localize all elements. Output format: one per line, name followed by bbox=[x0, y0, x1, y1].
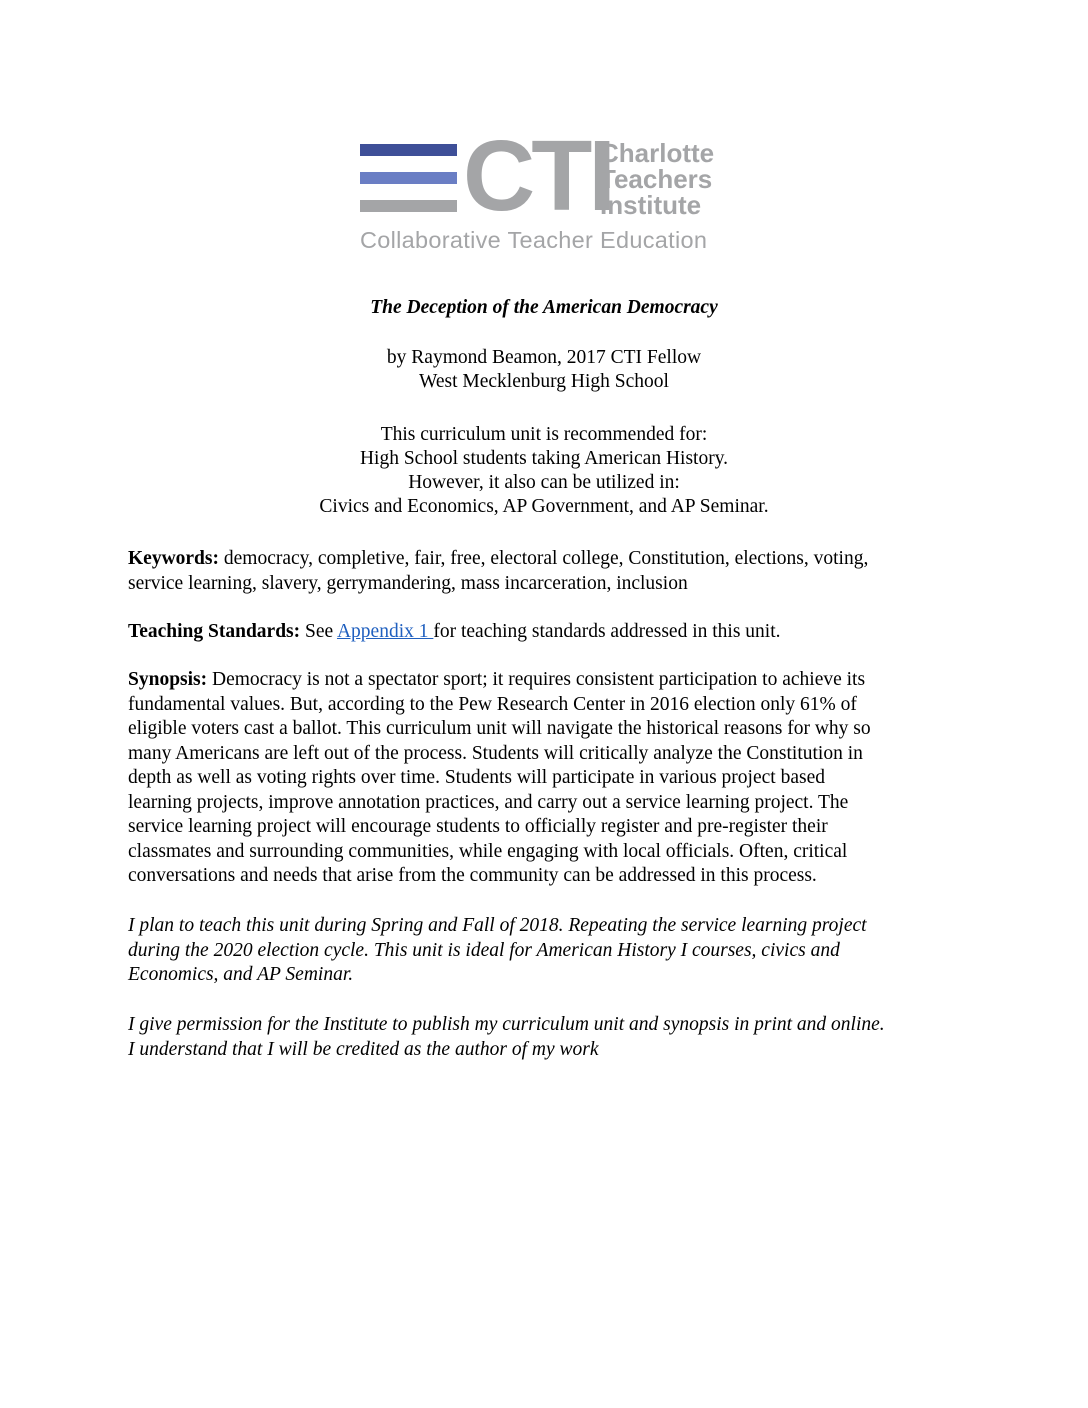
keywords-text: democracy, completive, fair, free, electoral college, Constitution, elections, voting, bbox=[219, 548, 869, 569]
synopsis-line: depth as well as voting rights over time. Students will participate in various project based bbox=[128, 767, 825, 788]
keywords-label: Keywords: bbox=[128, 548, 219, 569]
permission-line: I understand that I will be credited as the author of my work bbox=[128, 1038, 599, 1060]
plan-line: Economics, and AP Seminar. bbox=[128, 964, 354, 985]
logo-bar-gray bbox=[360, 200, 457, 212]
appendix-1-link[interactable]: Appendix 1 bbox=[336, 621, 434, 642]
author-byline: by Raymond Beamon, 2017 CTI Fellow bbox=[386, 347, 702, 368]
author-school: West Mecklenburg High School bbox=[419, 371, 669, 392]
author-block bbox=[0, 346, 1088, 394]
standards-label: Teaching Standards: bbox=[128, 621, 301, 642]
keywords-text: service learning, slavery, gerrymandering, mass incarceration, inclusion bbox=[128, 572, 688, 594]
synopsis-paragraph bbox=[128, 668, 968, 889]
recommendation-line: However, it also can be utilized in: bbox=[408, 472, 680, 493]
recommendation-block bbox=[0, 423, 1088, 519]
standards-text: See bbox=[300, 621, 337, 642]
recommendation-line: High School students taking American History. bbox=[359, 448, 729, 469]
synopsis-line: classmates and surrounding communities, while engaging with local officials. Often, critical bbox=[128, 840, 848, 862]
logo-name-line: Charlotte bbox=[600, 138, 715, 168]
plan-line: I plan to teach this unit during Spring and Fall of 2018. Repeating the service learning project bbox=[128, 915, 867, 936]
synopsis-line: Democracy is not a spectator sport; it requires consistent participation to achieve its bbox=[207, 669, 866, 690]
synopsis-line: fundamental values. But, according to the Pew Research Center in 2016 election only 61% of bbox=[128, 693, 857, 715]
synopsis-line: service learning project will encourage students to officially register and pre-register their bbox=[128, 816, 828, 837]
permission-line: I give permission for the Institute to publish my curriculum unit and synopsis in print and online. bbox=[128, 1014, 885, 1035]
plan-paragraph bbox=[128, 914, 968, 988]
logo-name-line: Institute bbox=[600, 190, 702, 220]
synopsis-line: conversations and needs that arise from the community can be addressed in this process. bbox=[128, 865, 817, 886]
standards-text: for teaching standards addressed in this unit. bbox=[433, 621, 781, 642]
logo-bar-dark-blue bbox=[360, 144, 457, 156]
plan-line: during the 2020 election cycle. This unit is ideal for American History I courses, civics and bbox=[128, 939, 840, 961]
recommendation-line: Civics and Economics, AP Government, and AP Seminar. bbox=[319, 496, 769, 517]
standards-paragraph bbox=[128, 620, 968, 645]
document-title: The Deception of the American Democracy bbox=[370, 297, 718, 318]
recommendation-line: This curriculum unit is recommended for: bbox=[380, 424, 708, 445]
keywords-paragraph bbox=[128, 547, 968, 596]
logo-abbrev: CTI bbox=[463, 120, 613, 232]
logo-bar-light-blue bbox=[360, 172, 457, 184]
synopsis-label: Synopsis: bbox=[128, 669, 208, 690]
cti-logo bbox=[360, 120, 760, 255]
synopsis-line: learning projects, improve annotation practices, and carry out a service learning project. The bbox=[128, 791, 849, 813]
logo-name-line: Teachers bbox=[600, 164, 713, 194]
logo-tagline: Collaborative Teacher Education bbox=[360, 227, 708, 253]
logo-name bbox=[600, 140, 714, 218]
synopsis-line: many Americans are left out of the process. Students will critically analyze the Constitution in bbox=[128, 742, 863, 764]
synopsis-line: eligible voters cast a ballot. This curriculum unit will navigate the historical reasons for why so bbox=[128, 718, 871, 739]
permission-paragraph bbox=[128, 1013, 968, 1062]
